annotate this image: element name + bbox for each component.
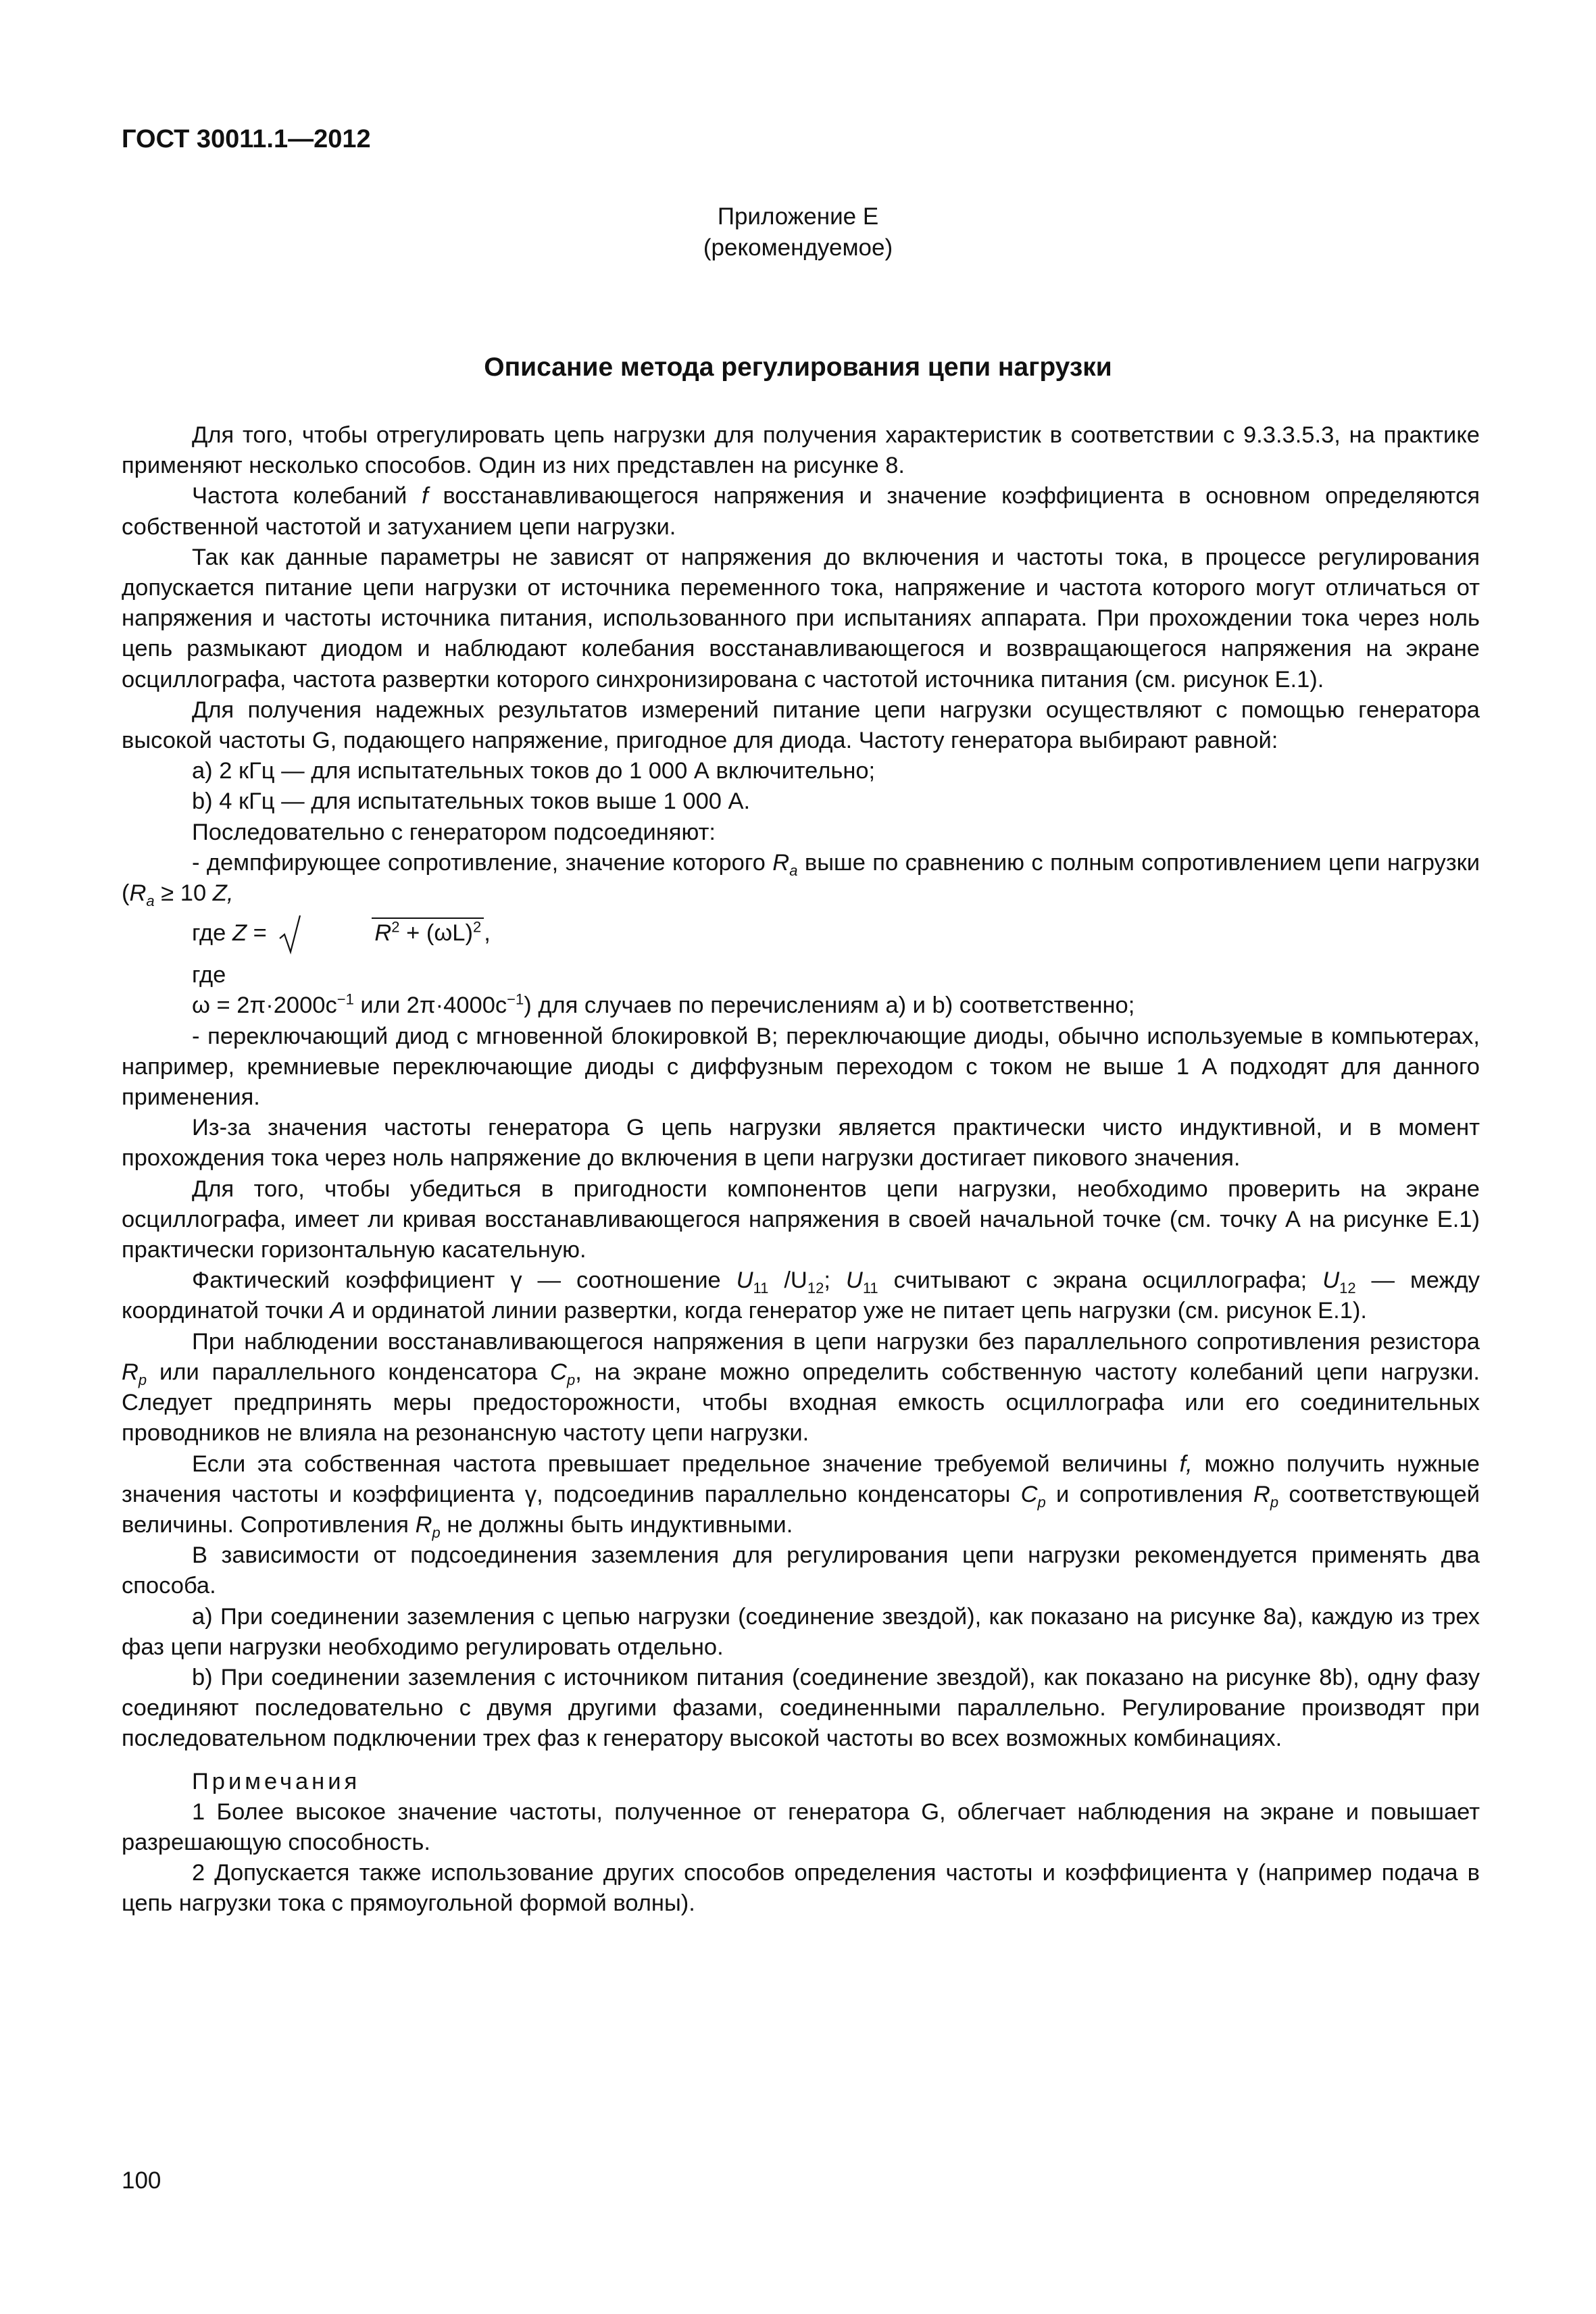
list-item: - переключающий диод с мгновенной блокировкой В; переключающие диоды, обычно используемые в компьютерах, например, кремниевые переключающие диоды с диффузным переходом с током не выше 1 А подходят для данного применения. [122,1023,1480,1111]
paragraph: Из-за значения частоты генератора G цепь нагрузки является практически чисто индуктивной, и в момент прохождения тока через ноль напряжение до включения в цепи нагрузки достигает пикового значения. [122,1115,1480,1172]
note-item: 2 Допускается также использование других способов определения частоты и коэффициента γ (например подача в цепь нагрузки тока с прямоугольной формой волны). [122,1860,1480,1917]
paragraph: Для получения надежных результатов измерений питание цепи нагрузки осуществляют с помощью генератора высокой частоты G, подающего напряжение, пригодное для диода. Частоту генератора выбирают равной: [122,697,1480,754]
appendix-label: Приложение Е [717,203,879,230]
sqrt-sign: $R^2 + (\omega L)^2$ [278,918,484,949]
paragraph: Для того, чтобы отрегулировать цепь нагрузки для получения характеристик в соответствии с 9.3.3.5.3, на практике применяют несколько способов. Один из них представлен на рисунке 8. [122,422,1480,479]
paragraph: Так как данные параметры не зависят от напряжения до включения и частоты тока, в процессе регулирования допускается питание цепи нагрузки от источника переменного тока, напряжение и частота которого могут отличаться от напряжения и частоты источника питания, использованного при испытаниях аппарата. При прохождении тока через ноль цепь размыкают диодом и наблюдают колебания восстанавливающегося и возвращающегося напряжения на экране осциллографа, частота развертки которого синхронизирована с частотой источника питания (см. рисунок Е.1). [122,544,1480,693]
appendix-status: (рекомендуемое) [703,234,893,261]
formula-impedance: где Z = $R^2 + (\omega L)^2$ , [122,918,1480,956]
document-id: ГОСТ 30011.1—2012 [122,125,371,153]
list-item: a) 2 кГц — для испытательных токов до 1 000 А включительно; [192,758,876,784]
body-text [122,420,1480,1919]
paragraph: Частота колебаний f восстанавливающегося напряжения и значение коэффициента в основном определяются собственной частотой и затуханием цепи нагрузки. [122,483,1480,540]
appendix-heading [0,201,1596,263]
paragraph: $\omega = 2\pi\cdot 2000с^{-1}$ или $2\pi\cdot 4000с^{-1}$) для случаев по перечислениям а) и b) соответственно; [192,990,1135,1019]
paragraph: Для того, чтобы убедиться в пригодности компонентов цепи нагрузки, необходимо проверить на экране осциллографа, имеет ли кривая восстанавливающегося напряжения в своей начальной точке (см. точку А на рисунке Е.1) практически горизонтальную касательную. [122,1176,1480,1263]
paragraph: Фактический коэффициент γ — соотношение $U_{11}$ $/U_{12}$; $U_{11}$ считывают с экрана осциллографа; $U_{12}$ — между координатой точки A и ординатой линии развертки, когда генератор уже не питает цепь нагрузки (см. рисунок Е.1). [122,1267,1480,1324]
page-number: 100 [122,2167,161,2194]
list-item: а) При соединении заземления с цепью нагрузки (соединение звездой), как показано на рисунке 8а), каждую из трех фаз цепи нагрузки необходимо регулировать отдельно. [122,1603,1480,1660]
list-item: b) При соединении заземления с источником питания (соединение звездой), как показано на рисунке 8b), одну фазу соединяют последовательно с двумя другими фазами, соединенными параллельно. Регулирование производят при последовательном подключении трех фаз к генератору высокой частоты во всех возможных комбинациях. [122,1664,1480,1752]
list-item: - демпфирующее сопротивление, значение которого $R_a$ выше по сравнению с полным сопротивлением цепи нагрузки ($R_a \ge 10$ Z, [122,849,1480,909]
paragraph: где [192,962,226,988]
section-title: Описание метода регулирования цепи нагрузки [484,353,1112,382]
paragraph: Если эта собственная частота превышает предельное значение требуемой величины f, можно получить нужные значения частоты и коэффициента γ, подсоединив параллельно конденсаторы $C_p$ и сопротивления $R_p$ соответствующей величины. Сопротивления $R_p$ не должны быть индуктивными. [122,1451,1480,1541]
paragraph: В зависимости от подсоединения заземления для регулирования цепи нагрузки рекомендуется применять два способа. [122,1542,1480,1599]
notes-heading: Примечания [192,1768,361,1794]
list-item: b) 4 кГц — для испытательных токов выше 1 000 А. [192,788,751,815]
paragraph: Последовательно с генератором подсоединяют: [192,819,716,845]
paragraph: При наблюдении восстанавливающегося напряжения в цепи нагрузки без параллельного сопротивления резистора $R_p$ или параллельного конденсатора $C_p$, на экране можно определить собственную частоту колебаний цепи нагрузки. Следует предпринять меры предосторожности, чтобы входная емкость осциллографа или его соединительных проводников не влияла на резонансную частоту цепи нагрузки. [122,1328,1480,1447]
note-item: 1 Более высокое значение частоты, полученное от генератора G, облегчает наблюдения на экране и повышает разрешающую способность. [122,1799,1480,1855]
